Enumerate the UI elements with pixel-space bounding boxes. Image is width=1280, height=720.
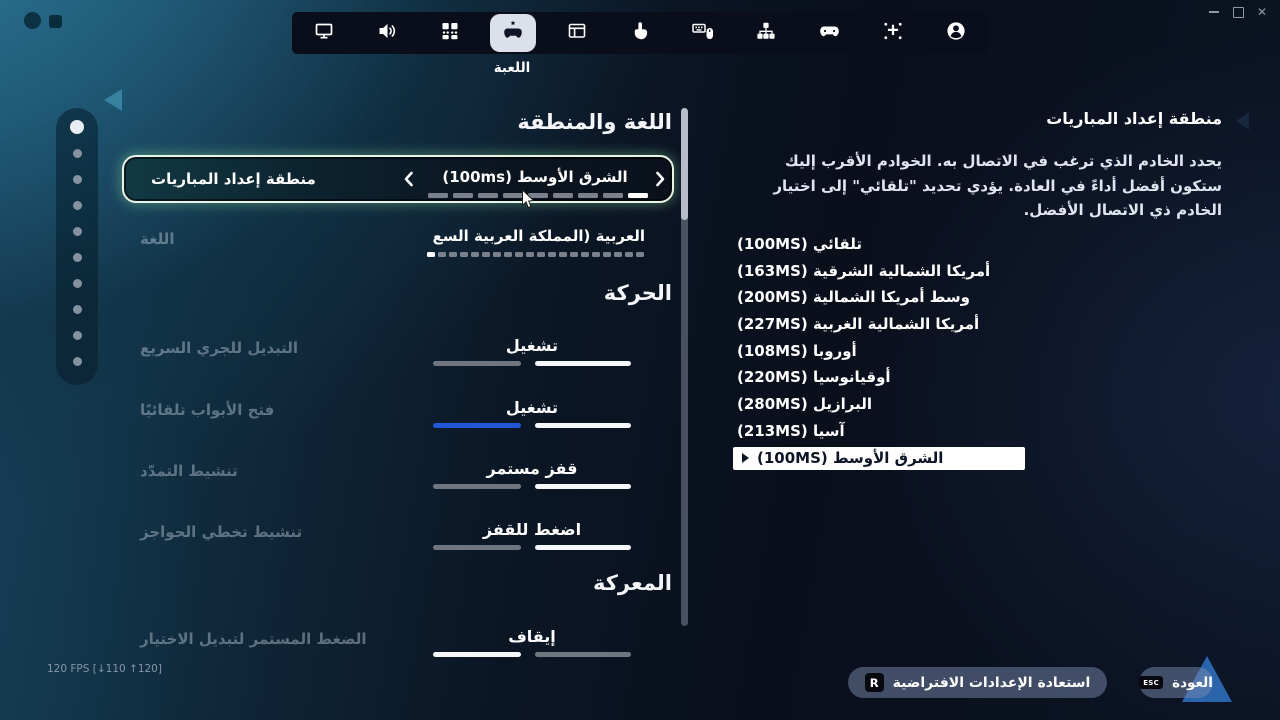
setting-label: اللغة [140, 230, 175, 248]
settings-scrollbar-track[interactable] [681, 108, 688, 626]
region-name: الشرق الأوسط (100MS) [757, 449, 944, 467]
setting-row-toggle[interactable] [0, 394, 676, 442]
setting-row-matchmaking-region[interactable] [122, 155, 674, 203]
info-panel-title: منطقة إعداد المباريات [1046, 109, 1222, 128]
option-segment-right[interactable] [535, 361, 631, 366]
setting-label: تنشيط التمدّد [140, 462, 238, 480]
option-position-indicator [427, 252, 644, 257]
back-label: العودة [1172, 674, 1213, 691]
key-hint-r: R [865, 673, 884, 692]
option-segment-left[interactable] [433, 652, 521, 657]
controller-icon [818, 20, 841, 46]
setting-label: تنشيط تخطي الحواجز [140, 523, 303, 541]
region-list [733, 231, 1025, 472]
region-item[interactable]: أوقيانوسيا (220MS) [737, 368, 891, 387]
region-item[interactable]: تلقائي (100MS) [737, 235, 862, 253]
region-item[interactable]: آسيا (213MS) [737, 421, 845, 440]
decor-triangle-info [1236, 112, 1249, 130]
minimize-button[interactable] [1206, 4, 1222, 20]
option-segment-left[interactable] [433, 545, 521, 550]
tab-controller[interactable] [798, 12, 861, 54]
setting-value: العربية (المملكة العربية السع [432, 227, 645, 245]
option-position-indicator [428, 193, 648, 198]
tab-controller-buttons[interactable] [861, 12, 924, 54]
back-button[interactable] [1139, 667, 1213, 698]
region-item[interactable]: أمريكا الشمالية الشرقية (163MS) [737, 261, 991, 280]
setting-label: فتح الأبواب تلقائيًا [140, 401, 275, 419]
option-segment-right[interactable] [535, 484, 631, 489]
setting-label: منطقة إعداد المباريات [151, 170, 316, 188]
settings-scrollbar-thumb[interactable] [681, 108, 688, 220]
tab-account[interactable] [925, 12, 988, 54]
close-button[interactable]: ✕ [1256, 5, 1268, 19]
setting-value: إيقاف [508, 627, 556, 646]
setting-row-language[interactable] [0, 222, 676, 268]
info-panel-description: يحدد الخادم الذي ترغب في الاتصال به. الخوادم الأقرب إليك ستكون أفضل أداءً في العادة. يؤدي تحديد "تلقائي" إلى اختيار الخادم ذي الاتصال الأفضل. [773, 152, 1222, 219]
option-segment-left[interactable] [433, 484, 521, 489]
region-item-selected[interactable] [733, 447, 1025, 470]
option-segment-right[interactable] [535, 423, 631, 428]
chevron-right-icon[interactable] [655, 171, 666, 191]
mouse-cursor [521, 189, 536, 214]
setting-row-toggle[interactable] [0, 516, 676, 564]
restore-defaults-button[interactable] [848, 667, 1107, 698]
tab-input-devices[interactable] [735, 12, 798, 54]
option-segment-left[interactable] [433, 361, 521, 366]
selected-marker-icon [742, 453, 749, 463]
section-heading: المعركة [592, 571, 672, 595]
option-segment-left[interactable] [433, 423, 521, 428]
section-heading: اللغة والمنطقة [517, 110, 672, 134]
region-item[interactable]: أوروبا (108MS) [737, 341, 857, 360]
chevron-left-icon[interactable] [403, 171, 414, 191]
controller-buttons-icon [882, 20, 904, 46]
fps-counter: 120 FPS [↓110 ↑120] [47, 663, 162, 675]
input-devices-icon [755, 20, 777, 46]
setting-row-toggle[interactable] [0, 455, 676, 503]
maximize-button[interactable] [1230, 4, 1246, 20]
section-heading: الحركة [603, 281, 672, 305]
region-item[interactable]: وسط أمريكا الشمالية (200MS) [737, 288, 970, 307]
setting-value: اضغط للقفز [482, 520, 582, 539]
option-segment-right[interactable] [535, 545, 631, 550]
setting-label: الضغط المستمر لتبديل الاختيار [140, 630, 367, 648]
region-item[interactable]: أمريكا الشمالية الغربية (227MS) [737, 315, 980, 334]
setting-label: التبديل للجري السريع [140, 339, 299, 357]
setting-value: قفز مستمر [486, 459, 578, 478]
setting-value: الشرق الأوسط (100ms) [442, 168, 628, 186]
selected-tab-label: اللعبة [493, 60, 531, 76]
restore-defaults-label: استعادة الإعدادات الافتراضية [892, 674, 1091, 691]
setting-value: تشغيل [505, 336, 559, 355]
setting-value: تشغيل [505, 398, 559, 417]
setting-row-toggle[interactable] [0, 332, 676, 380]
option-segment-right[interactable] [535, 652, 631, 657]
account-icon [945, 20, 967, 46]
key-hint-esc: ESC [1139, 676, 1163, 690]
region-item[interactable]: البرازيل (280MS) [737, 395, 873, 414]
